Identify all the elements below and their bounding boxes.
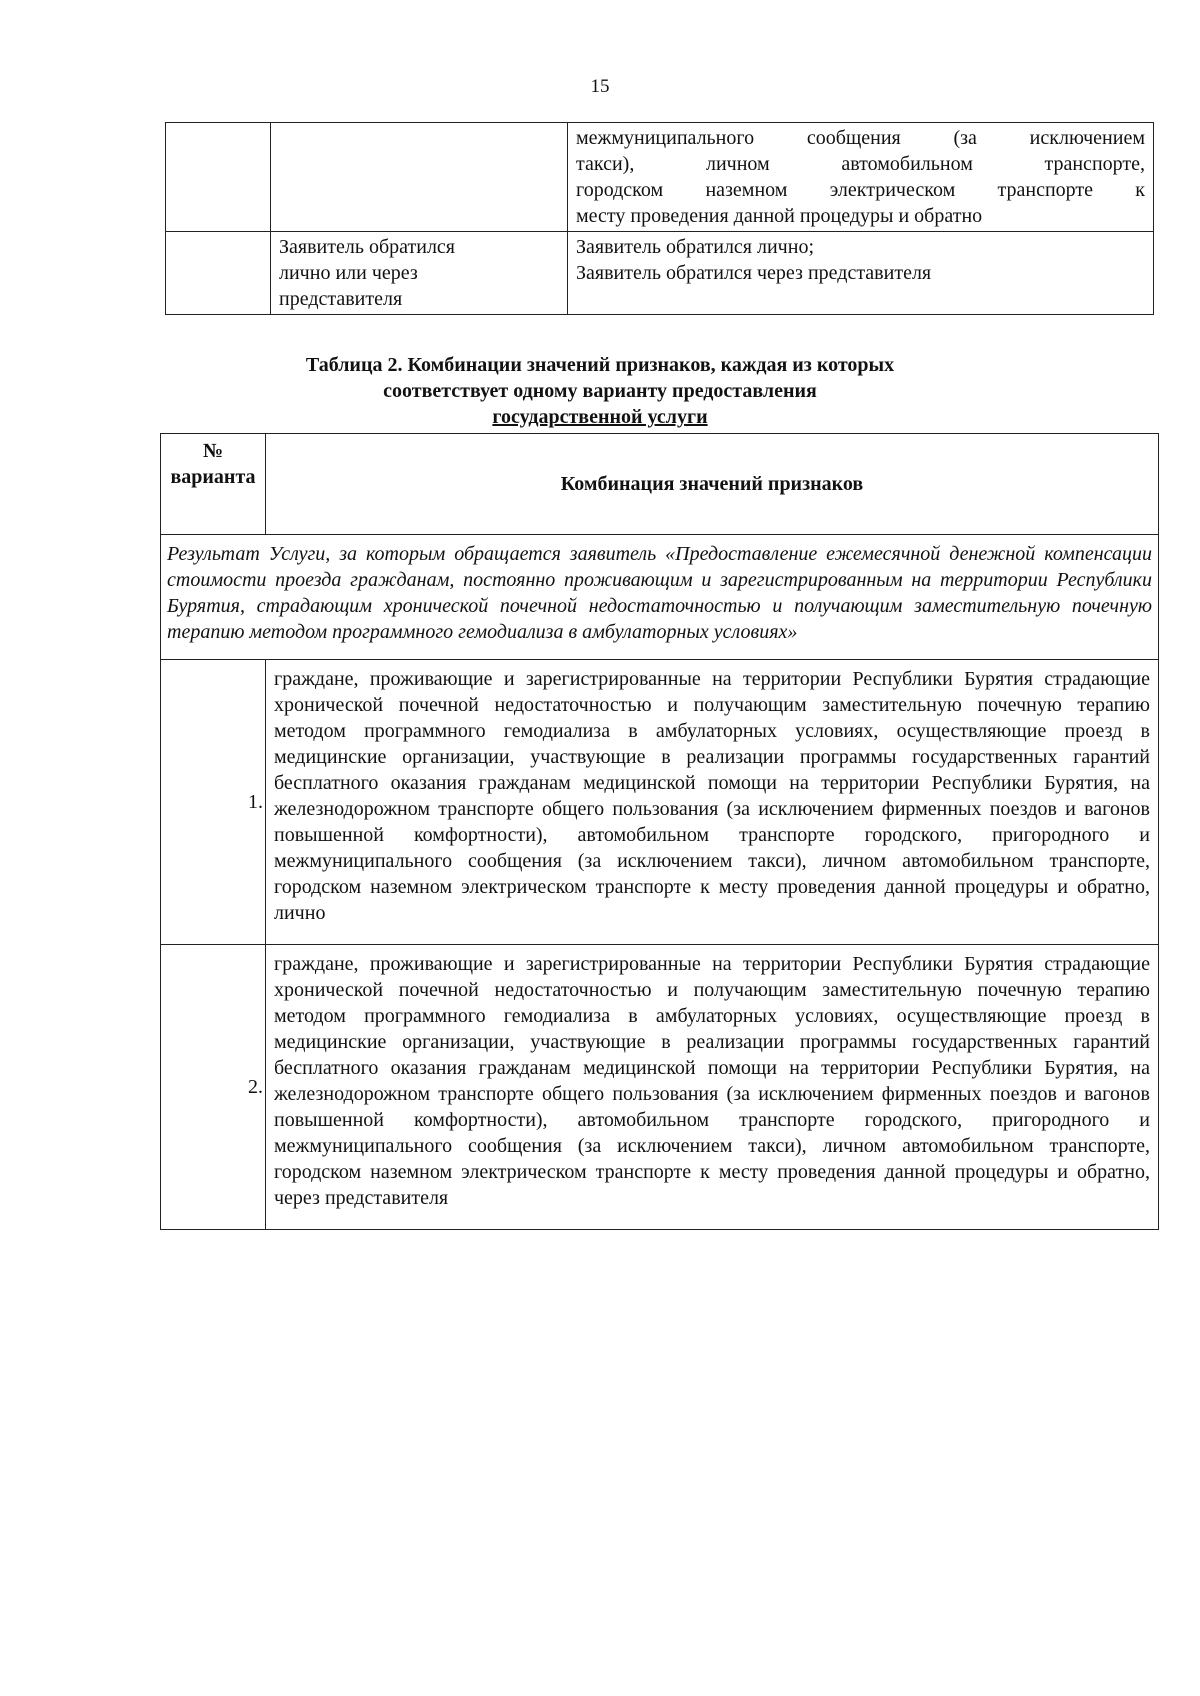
table-cell: Заявитель обратился лично или через представителя bbox=[271, 232, 568, 315]
table-row bbox=[166, 123, 1154, 232]
table-cell bbox=[166, 123, 271, 232]
variants-table bbox=[160, 433, 1159, 1230]
table-cell bbox=[568, 123, 1154, 232]
cell-text-line: Заявитель обратился через представителя bbox=[576, 262, 932, 284]
cell-text-line: межмуниципального сообщения (за исключением bbox=[576, 127, 1145, 149]
variant-description: граждане, проживающие и зарегистрированные на территории Республики Бурятия страдающие хронической почечной недостаточностью и получающим заместительную почечную терапию методом программного гемодиализа в амбулаторных условиях, осуществляющие проезд в медицинские организации, участвующие в реализации программы государственных гарантий бесплатного оказания гражданам медицинской помощи на территории Республики Бурятия, на железнодорожном транспорте общего пользования (за исключением фирменных поездов и вагонов повышенной комфортности), автомобильном транспорте городского, пригородного и межмуниципального сообщения (за исключением такси), личном автомобильном транспорте, городском наземном электрическом транспорте к месту проведения данной процедуры и обратно, через представителя bbox=[266, 945, 1159, 1230]
cell-text-line: такси), личном автомобильном транспорте, bbox=[576, 153, 1145, 175]
cell-text-line: Заявитель обратился лично; bbox=[576, 236, 814, 258]
table-title bbox=[0, 352, 1200, 430]
service-result-text: Результат Услуги, за которым обращается заявитель «Предоставление ежемесячной денежной компенсации стоимости проезда гражданам, постоянно проживающим и зарегистрированным на территории Республики Бурятия, страдающим хронической почечной недостаточностью и получающим заместительную почечную терапию методом программного гемодиализа в амбулаторных условиях» bbox=[161, 535, 1159, 660]
attributes-table-continued bbox=[165, 122, 1154, 315]
variant-description: граждане, проживающие и зарегистрированные на территории Республики Бурятия страдающие хронической почечной недостаточностью и получающим заместительную почечную терапию методом программного гемодиализа в амбулаторных условиях, осуществляющие проезд в медицинские организации, участвующие в реализации программы государственных гарантий бесплатного оказания гражданам медицинской помощи на территории Республики Бурятия, на железнодорожном транспорте общего пользования (за исключением фирменных поездов и вагонов повышенной комфортности), автомобильном транспорте городского, пригородного и межмуниципального сообщения (за исключением такси), личном автомобильном транспорте, городском наземном электрическом транспорте к месту проведения данной процедуры и обратно, лично bbox=[266, 660, 1159, 945]
table-title-line: государственной услуги bbox=[492, 406, 708, 428]
table-title-line: соответствует одному варианту предоставления bbox=[383, 380, 817, 402]
cell-text-line: городском наземном электрическом транспорте к bbox=[576, 179, 1145, 201]
table-row bbox=[161, 660, 1159, 945]
variant-number: 1. bbox=[161, 660, 266, 945]
table-header-row bbox=[161, 434, 1159, 535]
table-cell bbox=[271, 123, 568, 232]
table-cell bbox=[568, 232, 1154, 315]
table-cell bbox=[166, 232, 271, 315]
header-combination: Комбинация значений признаков bbox=[266, 434, 1159, 535]
table-row bbox=[166, 232, 1154, 315]
header-variant-number: № варианта bbox=[161, 434, 266, 535]
page-number: 15 bbox=[590, 76, 610, 97]
table-row bbox=[161, 945, 1159, 1230]
table-row bbox=[161, 535, 1159, 660]
variant-number: 2. bbox=[161, 945, 266, 1230]
table-title-line: Таблица 2. Комбинации значений признаков, каждая из которых bbox=[305, 354, 895, 376]
cell-text-line: месту проведения данной процедуры и обратно bbox=[576, 205, 983, 227]
